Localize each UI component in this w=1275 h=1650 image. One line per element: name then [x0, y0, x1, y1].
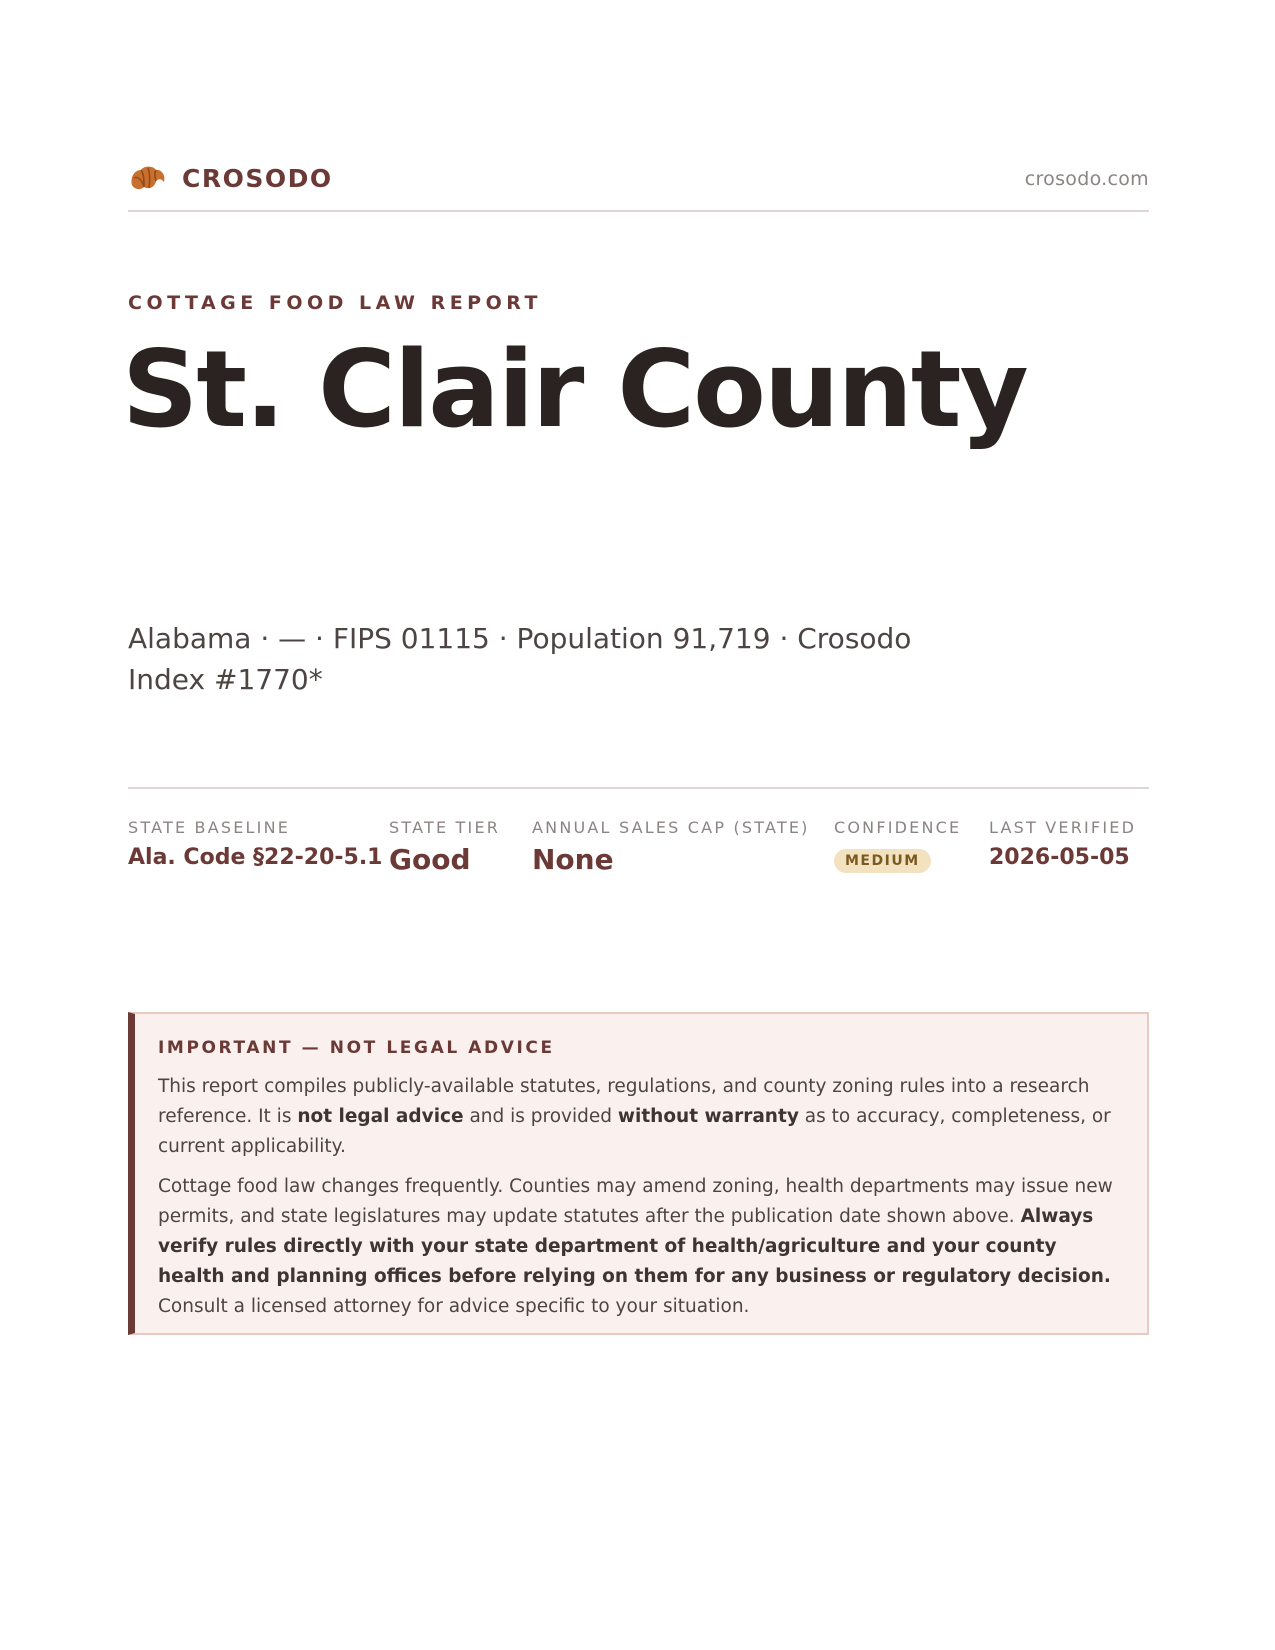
- notice-paragraph: Cottage food law changes frequently. Counties may amend zoning, health departments may issue new permits, and state legislatures may update statutes after the publication date shown above. Always verify rules directly with your state department of health/agriculture and your county health and planning offices before relying on them for any business or regulatory decision. Consult a licensed attorney for advice specific to your situation.: [158, 1176, 1113, 1317]
- fact-label: STATE TIER: [389, 818, 501, 837]
- fact-state-baseline: [128, 818, 382, 870]
- fact-value: Ala. Code §22-20-5.1: [128, 845, 383, 870]
- fact-value: 2026-05-05: [989, 845, 1130, 870]
- fact-value: None: [532, 843, 614, 876]
- fact-last-verified: [989, 818, 1136, 870]
- fact-label: CONFIDENCE: [834, 818, 962, 837]
- fact-state-tier: [389, 818, 500, 876]
- facts-divider: [128, 787, 1149, 789]
- report-page: [122, 0, 1149, 1650]
- brand[interactable]: [128, 158, 333, 198]
- notice-paragraph: This report compiles publicly-available statutes, regulations, and county zoning rules into a research reference. It is not legal advice and is provided without warranty as to accuracy, completeness, or current applicability.: [158, 1076, 1111, 1157]
- fact-sales-cap: [532, 818, 810, 876]
- report-eyebrow: COTTAGE FOOD LAW REPORT: [128, 292, 542, 314]
- fact-value: Good: [389, 843, 471, 876]
- brand-name: CROSODO: [182, 163, 333, 193]
- fact-label: STATE BASELINE: [128, 818, 291, 837]
- confidence-badge: MEDIUM: [834, 849, 931, 873]
- legal-notice: [128, 1012, 1149, 1335]
- fact-confidence: [834, 818, 961, 873]
- page-title: St. Clair County: [122, 328, 1027, 451]
- county-subtitle: Alabama · — · FIPS 01115 · Population 91,719 · Crosodo Index #1770*: [128, 622, 912, 696]
- page-header: [128, 158, 1149, 212]
- fact-label: ANNUAL SALES CAP (STATE): [532, 818, 810, 837]
- notice-title: IMPORTANT — NOT LEGAL ADVICE: [158, 1038, 555, 1058]
- site-url-link[interactable]: crosodo.com: [1024, 168, 1149, 190]
- croissant-icon: [128, 158, 168, 198]
- fact-label: LAST VERIFIED: [989, 818, 1137, 837]
